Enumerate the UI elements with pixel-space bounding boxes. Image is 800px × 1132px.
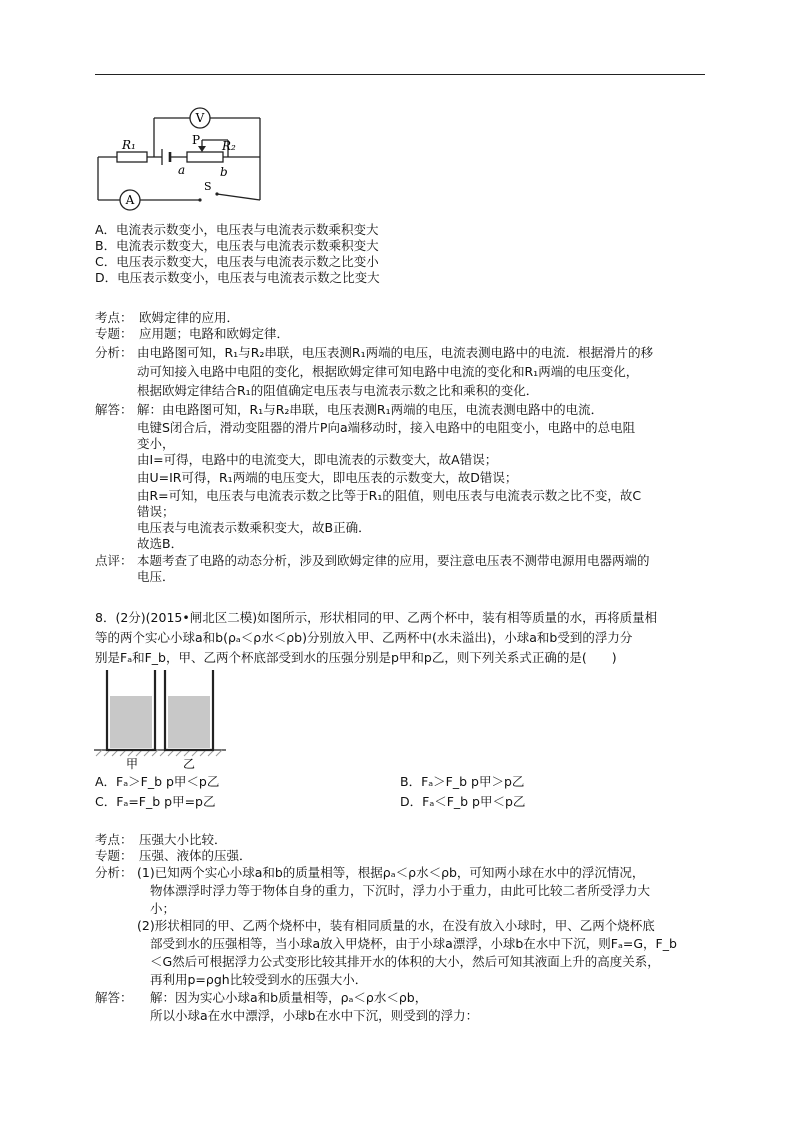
cup-jia-label: 甲 <box>126 757 139 771</box>
q8-stem-line: 8．(2分)(2015•闸北区二模)如图所示，形状相同的甲、乙两个杯中，装有相等质量的水，再将质量相 <box>95 610 658 625</box>
q8-option-c: C．Fₐ=F_b p甲=p乙 <box>95 794 216 809</box>
q7-fenxi-line: 根据欧姆定律结合R₁的阻值确定电压表与电流表示数之比和乘积的变化． <box>137 383 539 398</box>
q7-jieda-line: 电键S闭合后，滑动变阻器的滑片P向a端移动时，接入电路中的电阻变小，电路中的总电阻 <box>137 420 636 435</box>
q8-zhuanti: 专题： 压强、液体的压强． <box>95 848 252 863</box>
r1-label: R₁ <box>122 138 136 152</box>
cups-diagram <box>94 670 226 774</box>
q8-fenxi-label: 分析： <box>95 865 133 880</box>
q7-fenxi-line: 动可知接入电路中电阻的变化，根据欧姆定律可知电路中电流的变化和R₁两端的电压变化， <box>137 364 639 379</box>
switch-s-label: S <box>204 180 212 193</box>
q7-fenxi-label: 分析： <box>95 345 133 360</box>
q7-jieda-label: 解答： <box>95 402 133 417</box>
q7-jieda-line: 错误； <box>137 504 175 519</box>
q8-fenxi-line: (1)已知两个实心小球a和b的质量相等，根据ρₐ＜ρ水＜ρb，可知两小球在水中的浮沉情况， <box>137 865 645 880</box>
q7-option-a: A．电流表示数变小，电压表与电流表示数乘积变大 <box>95 222 379 237</box>
header-rule <box>95 74 705 75</box>
terminal-a-label: a <box>178 163 186 177</box>
q8-option-d: D．Fₐ＜F_b p甲＜p乙 <box>400 794 526 809</box>
cup-yi-label: 乙 <box>183 757 196 771</box>
q8-option-a: A．Fₐ＞F_b p甲＜p乙 <box>95 774 220 789</box>
q7-dianping-label: 点评： <box>95 553 133 568</box>
q8-fenxi-line: (2)形状相同的甲、乙两个烧杯中，装有相同质量的水，在没有放入小球时，甲、乙两个烧杯底 <box>137 918 655 933</box>
slider-p-label: P <box>192 133 201 147</box>
q8-stem-line: 等的两个实心小球a和b(ρₐ＜ρ水＜ρb)分别放入甲、乙两杯中(水未溢出)，小球a和b受到的浮力分 <box>95 630 633 645</box>
q7-dianping-line: 电压． <box>137 569 175 584</box>
q7-jieda-line: 故选B． <box>137 536 184 551</box>
q8-fenxi-line: ＜G然后可根据浮力公式变形比较其排开水的体积的大小，然后可知其液面上升的高度关系， <box>150 954 660 969</box>
voltmeter-label: V <box>195 111 205 125</box>
q7-jieda-line: 由R=可知，电压表与电流表示数之比等于R₁的阻值，则电压表与电流表示数之比不变，故C <box>137 488 642 503</box>
q8-fenxi-line: 小； <box>150 901 176 916</box>
q7-kaodian: 考点： 欧姆定律的应用． <box>95 310 240 325</box>
q7-dianping-line: 本题考查了电路的动态分析，涉及到欧姆定律的应用，要注意电压表不测带电源用电器两端的 <box>137 553 650 568</box>
q8-fenxi-line: 物体漂浮时浮力等于物体自身的重力，下沉时，浮力小于重力，由此可比较二者所受浮力大 <box>150 883 651 898</box>
q8-jieda-label: 解答： <box>95 990 133 1005</box>
q8-option-b: B．Fₐ＞F_b p甲＞p乙 <box>400 774 525 789</box>
q8-fenxi-line: 部受到水的压强相等，当小球a放入甲烧杯，由于小球a漂浮，小球b在水中下沉，则Fₐ=G，F_b <box>150 936 677 951</box>
q7-zhuanti: 专题： 应用题；电路和欧姆定律． <box>95 326 290 341</box>
q7-jieda-line: 由I=可得，电路中的电流变大，即电流表的示数变大，故A错误； <box>137 452 498 467</box>
q8-jieda-line: 解：因为实心小球a和b质量相等，ρₐ＜ρ水＜ρb， <box>150 990 428 1005</box>
ammeter-label: A <box>125 193 135 207</box>
q8-kaodian: 考点： 压强大小比较． <box>95 832 227 847</box>
q8-jieda-line: 所以小球a在水中漂浮，小球b在水中下沉，则受到的浮力： <box>150 1008 479 1023</box>
r2-label: R₂ <box>222 139 236 153</box>
circuit-diagram <box>92 100 272 218</box>
q7-option-c: C．电压表示数变大，电压表与电流表示数之比变小 <box>95 254 379 269</box>
q7-fenxi-line: 由电路图可知，R₁与R₂串联，电压表测R₁两端的电压，电流表测电路中的电流．根据滑片的移 <box>137 345 654 360</box>
q8-stem-line: 别是Fₐ和F_b，甲、乙两个杯底部受到水的压强分别是p甲和p乙，则下列关系式正确的是( ) <box>95 650 617 665</box>
q7-jieda-line: 解：由电路图可知，R₁与R₂串联，电压表测R₁两端的电压，电流表测电路中的电流． <box>137 402 604 417</box>
q7-jieda-line: 变小， <box>137 436 175 451</box>
q7-option-b: B．电流表示数变大，电压表与电流表示数乘积变大 <box>95 238 379 253</box>
q7-jieda-line: 由U=IR可得，R₁两端的电压变大，即电压表的示数变大，故D错误； <box>137 470 518 485</box>
q7-option-d: D．电压表示数变小，电压表与电流表示数之比变大 <box>95 270 380 285</box>
terminal-b-label: b <box>220 165 228 179</box>
q7-jieda-line: 电压表与电流表示数乘积变大，故B正确． <box>137 520 371 535</box>
q8-fenxi-line: 再利用p=ρgh比较受到水的压强大小． <box>150 972 368 987</box>
